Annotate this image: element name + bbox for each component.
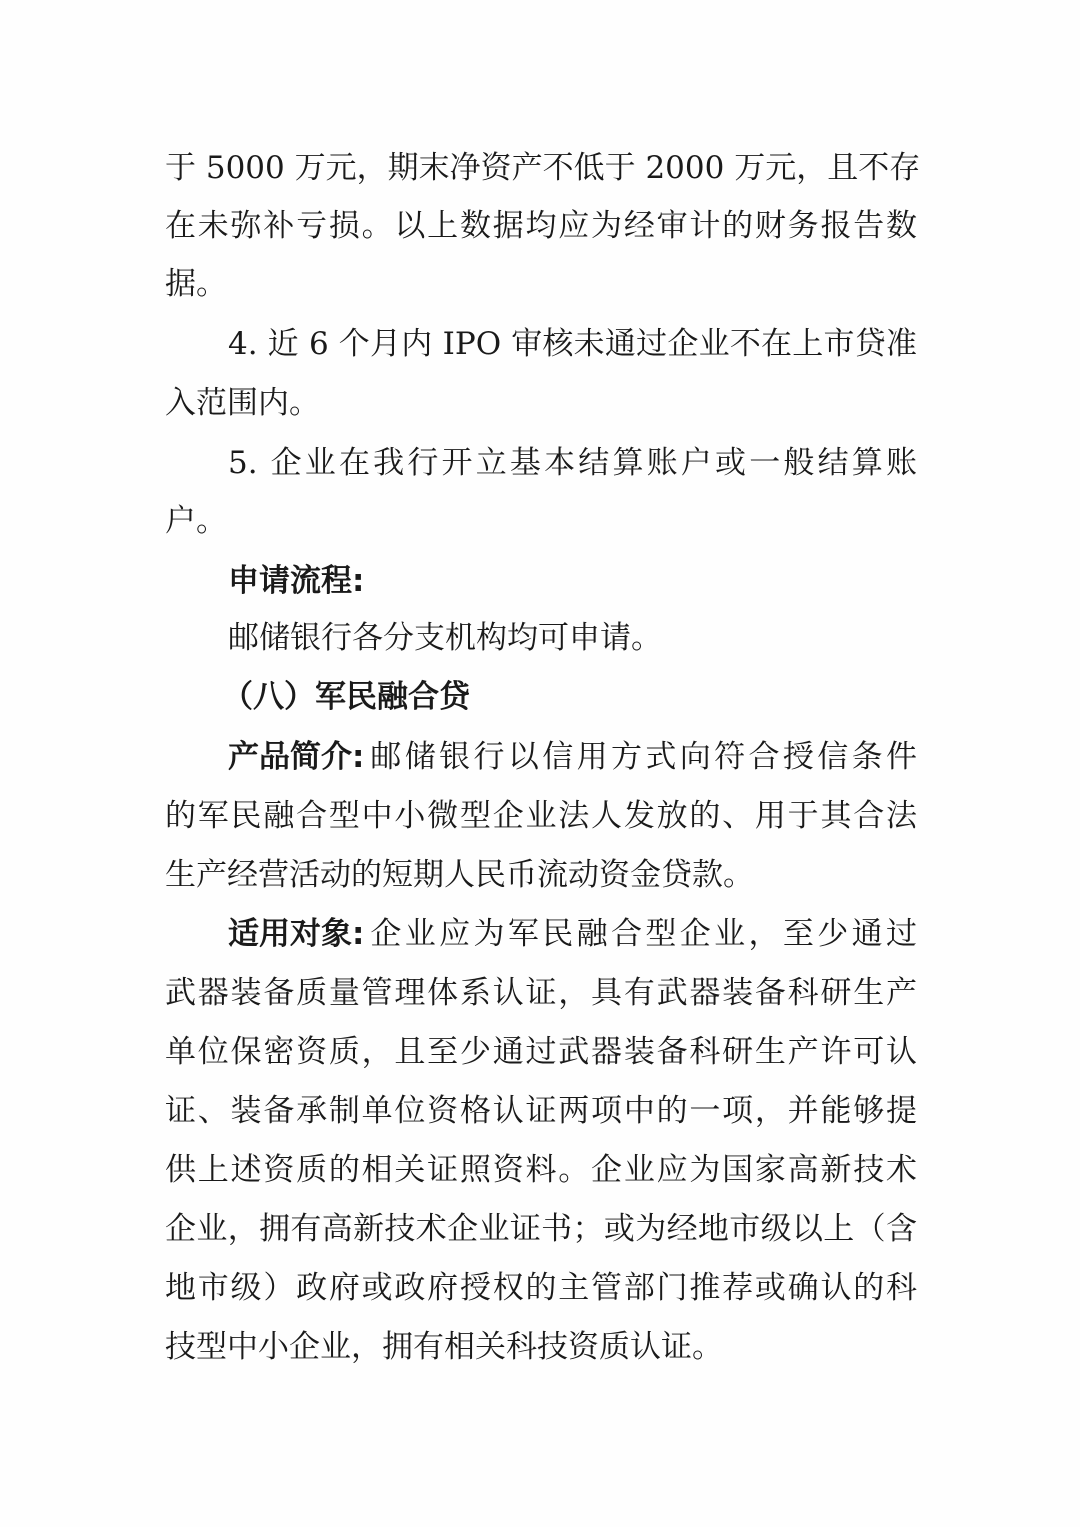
text-span: 企业应为军民融合型企业，至少通过	[370, 916, 917, 952]
product-intro-first-line	[228, 737, 917, 777]
text-line: 企业，拥有高新技术企业证书；或为经地市级以上（含	[165, 1211, 917, 1247]
text-line: 入范围内。	[165, 385, 320, 421]
section-label-product-intro: 产品简介:	[228, 739, 365, 775]
text-line: 供上述资质的相关证照资料。企业应为国家高新技术	[165, 1152, 917, 1188]
text-line: 于 5000 万元，期末净资产不低于 2000 万元，且不存	[165, 150, 921, 186]
text-line: 武器装备质量管理体系认证，具有武器装备科研生产	[165, 975, 917, 1011]
section-label-eligible-targets: 适用对象:	[228, 916, 365, 952]
section-heading: （八）军民融合贷	[222, 679, 470, 715]
text-span: 邮储银行以信用方式向符合授信条件	[370, 739, 917, 775]
eligible-targets-first-line	[228, 914, 917, 954]
text-line: 证、装备承制单位资格认证两项中的一项，并能够提	[165, 1093, 917, 1129]
text-line: 户。	[165, 503, 227, 539]
text-line: 生产经营活动的短期人民币流动资金贷款。	[165, 857, 754, 893]
text-line: 在未弥补亏损。以上数据均应为经审计的财务报告数	[165, 208, 917, 244]
text-line: 据。	[165, 266, 227, 302]
section-label-application-process: 申请流程:	[228, 563, 365, 599]
list-item-4: 4. 近 6 个月内 IPO 审核未通过企业不在上市贷准	[228, 326, 917, 362]
text-line: 的军民融合型中小微型企业法人发放的、用于其合法	[165, 798, 917, 834]
text-line: 邮储银行各分支机构均可申请。	[228, 620, 662, 656]
text-line: 地市级）政府或政府授权的主管部门推荐或确认的科	[165, 1270, 917, 1306]
list-item-5: 5. 企业在我行开立基本结算账户或一般结算账	[228, 445, 917, 481]
text-line: 技型中小企业，拥有相关科技资质认证。	[165, 1329, 723, 1365]
text-line: 单位保密资质，且至少通过武器装备科研生产许可认	[165, 1034, 917, 1070]
